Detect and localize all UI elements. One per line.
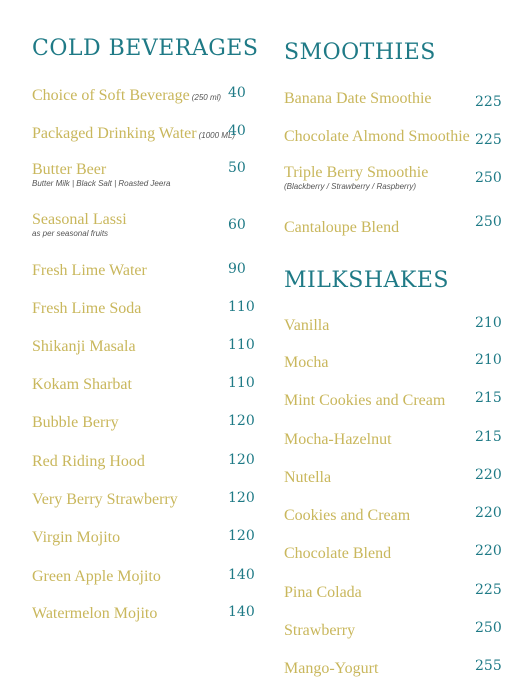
- item-price: 210: [475, 315, 502, 331]
- menu-item: [32, 527, 120, 547]
- item-price: 250: [475, 170, 502, 186]
- menu-item: [32, 566, 161, 586]
- item-name: Packaged Drinking Water: [32, 125, 197, 142]
- item-price: 120: [228, 413, 255, 429]
- menu-item: [284, 217, 399, 237]
- item-price: 225: [475, 94, 502, 110]
- item-name: Nutella: [284, 469, 332, 486]
- item-price: 110: [228, 375, 255, 391]
- menu-item: [284, 543, 391, 563]
- menu-item: [32, 211, 127, 239]
- item-name: Banana Date Smoothie: [284, 90, 432, 107]
- item-name: Strawberry: [284, 622, 356, 639]
- item-price: 225: [475, 582, 502, 598]
- item-note: (1000 ML): [198, 131, 236, 140]
- menu-item: [284, 126, 470, 146]
- menu-item: [284, 658, 378, 678]
- menu-item: [32, 260, 147, 280]
- item-price: 110: [228, 299, 255, 315]
- item-price: 220: [475, 543, 502, 559]
- menu-item: [32, 412, 119, 432]
- item-name: Virgin Mojito: [32, 529, 121, 546]
- menu-item: [32, 161, 170, 189]
- item-name: Chocolate Almond Smoothie: [284, 128, 470, 145]
- menu-item: [284, 352, 328, 372]
- item-name: Mint Cookies and Cream: [284, 392, 446, 409]
- item-price: 255: [475, 658, 502, 674]
- item-price: 90: [228, 261, 246, 277]
- item-name: Cantaloupe Blend: [284, 219, 400, 236]
- item-note: (250 ml): [191, 93, 222, 102]
- item-price: 225: [475, 132, 502, 148]
- menu-item: [32, 85, 221, 105]
- item-name: Bubble Berry: [32, 414, 119, 431]
- item-name: Watermelon Mojito: [32, 605, 158, 622]
- item-name: Butter Beer: [32, 161, 107, 178]
- item-description: Butter Milk | Black Salt | Roasted Jeera: [32, 179, 171, 188]
- item-price: 220: [475, 467, 502, 483]
- item-name: Pina Colada: [284, 584, 362, 601]
- item-name: Chocolate Blend: [284, 545, 392, 562]
- menu-item: [32, 298, 141, 318]
- menu-item: [32, 603, 157, 623]
- item-price: 40: [228, 123, 246, 139]
- cold-beverages-title: COLD BEVERAGES: [32, 36, 259, 61]
- item-name: Very Berry Strawberry: [32, 491, 178, 508]
- menu-item: [32, 451, 145, 471]
- menu-item: [32, 374, 132, 394]
- item-description: (Blackberry / Strawberry / Raspberry): [284, 182, 417, 191]
- item-price: 250: [475, 620, 502, 636]
- item-description: as per seasonal fruits: [32, 229, 109, 238]
- menu-item: [284, 429, 392, 449]
- menu-item: [284, 620, 355, 640]
- menu-item: [32, 123, 235, 143]
- item-name: Triple Berry Smoothie: [284, 164, 429, 181]
- menu-item: [284, 390, 445, 410]
- item-name: Shikanji Masala: [32, 338, 136, 355]
- item-name: Seasonal Lassi: [32, 211, 127, 228]
- item-name: Green Apple Mojito: [32, 568, 161, 585]
- smoothies-title: SMOOTHIES: [284, 40, 436, 65]
- item-price: 215: [475, 390, 502, 406]
- item-name: Cookies and Cream: [284, 507, 411, 524]
- menu-item: [284, 88, 432, 108]
- item-price: 140: [228, 604, 255, 620]
- item-price: 110: [228, 337, 255, 353]
- item-price: 120: [228, 528, 255, 544]
- item-price: 140: [228, 567, 255, 583]
- item-price: 210: [475, 352, 502, 368]
- item-price: 220: [475, 505, 502, 521]
- menu-item: [284, 505, 410, 525]
- item-price: 40: [228, 85, 246, 101]
- item-name: Vanilla: [284, 317, 330, 334]
- item-name: Choice of Soft Beverage: [32, 87, 190, 104]
- item-name: Mango-Yogurt: [284, 660, 379, 677]
- menu-item: [32, 336, 136, 356]
- menu-item: [284, 582, 362, 602]
- item-name: Mocha-Hazelnut: [284, 431, 392, 448]
- menu-item: [32, 489, 178, 509]
- item-price: 120: [228, 490, 255, 506]
- item-price: 120: [228, 452, 255, 468]
- item-name: Fresh Lime Water: [32, 262, 147, 279]
- item-price: 215: [475, 429, 502, 445]
- item-name: Fresh Lime Soda: [32, 300, 142, 317]
- item-name: Kokam Sharbat: [32, 376, 132, 393]
- item-name: Mocha: [284, 354, 329, 371]
- menu-item: [284, 164, 428, 192]
- item-price: 250: [475, 214, 502, 230]
- item-name: Red Riding Hood: [32, 453, 145, 470]
- item-price: 50: [228, 160, 246, 176]
- menu-item: [284, 467, 331, 487]
- menu-item: [284, 315, 329, 335]
- item-price: 60: [228, 217, 246, 233]
- milkshakes-title: MILKSHAKES: [284, 268, 449, 293]
